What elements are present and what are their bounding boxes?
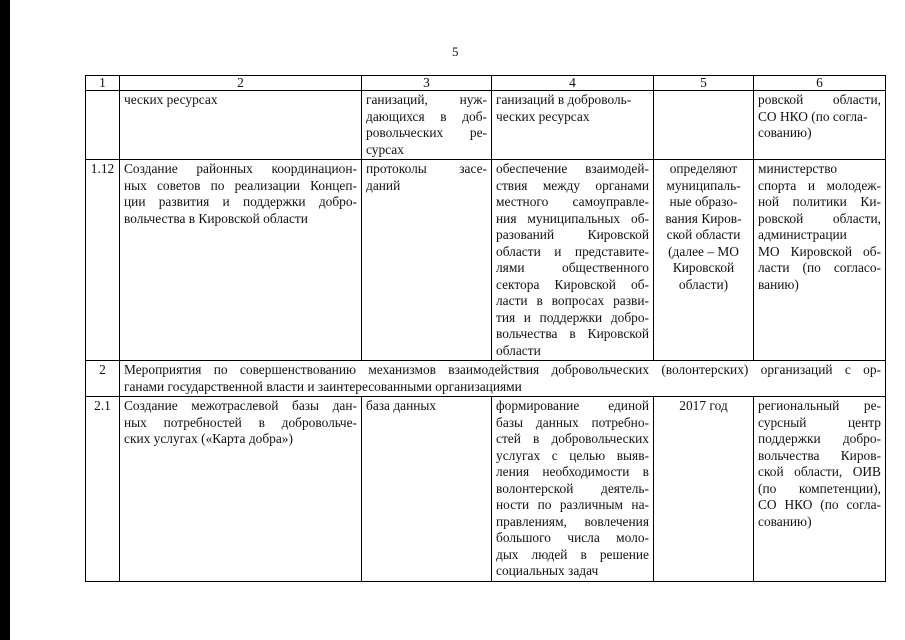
text-line: ской области <box>666 227 741 242</box>
term-cell <box>654 91 754 160</box>
text-line: дых людей в решение <box>496 546 649 562</box>
text-line: ровольческих ре- <box>366 125 487 140</box>
text-line: базы данных потребно- <box>496 414 649 430</box>
text-line: местного самоуправле- <box>496 194 649 209</box>
text-line: стей в добровольческих <box>496 431 649 446</box>
text-line: министерство <box>758 161 838 176</box>
goal-cell <box>492 397 654 582</box>
text-line: ствия между органами <box>496 177 649 193</box>
table-row-continuation <box>86 91 886 160</box>
table-row-1-12 <box>86 160 886 361</box>
text-line: ческих ресурсах <box>496 108 590 124</box>
result-cell <box>362 397 492 582</box>
text-line: Мероприятия по совершенствованию механизмов взаимодействия добровольческих (волонтерских) организаций с ор- <box>124 362 881 377</box>
text-line: СО НКО (по согла- <box>758 497 881 512</box>
text-line: волонтерской деятель- <box>496 480 649 496</box>
text-line: лями общественного <box>496 260 649 275</box>
scan-left-edge <box>0 0 10 640</box>
text-line: СО НКО (по согла- <box>758 108 868 124</box>
text-line: ные образо- <box>669 194 738 209</box>
text-line: дающихся в доб- <box>366 108 487 124</box>
text-line: региональный ре- <box>758 398 881 413</box>
section-heading <box>120 361 886 397</box>
text-line: ных потребностей в добровольче- <box>124 414 357 430</box>
text-line: ческих ресурсах <box>124 92 218 107</box>
header-cell: 1 <box>86 76 120 91</box>
responsible-cell <box>754 91 886 160</box>
responsible-cell <box>754 397 886 582</box>
text-line: ности по различным на- <box>496 497 649 512</box>
text-line: определяют <box>669 161 738 176</box>
goal-cell <box>492 160 654 361</box>
text-line: ганизаций, нуж- <box>366 92 487 107</box>
table-row-2-1 <box>86 397 886 582</box>
term-cell <box>654 160 754 361</box>
text-line: услугах с целью выяв- <box>496 447 649 463</box>
text-line: протоколы засе- <box>366 161 487 176</box>
text-line: ции развития и поддержки добро- <box>124 194 357 209</box>
text-line: обеспечение взаимодей- <box>496 161 649 176</box>
text-line: сектора Кировской об- <box>496 276 649 292</box>
activity-cell <box>120 91 362 160</box>
text-line: ных советов по реализации Концеп- <box>124 177 357 193</box>
text-line: сурсный центр <box>758 414 881 430</box>
text-line: ской области, ОИВ <box>758 464 881 479</box>
text-line: вания Киров- <box>665 210 742 226</box>
text-line: вольчества в Кировской области <box>124 210 308 226</box>
table-header-row <box>86 76 886 91</box>
term-cell <box>654 397 754 582</box>
text-line: ганами государственной власти и заинтересованными организациями <box>124 378 522 394</box>
text-line: области) <box>678 276 729 292</box>
text-line: Создание межотраслевой базы дан- <box>124 398 357 413</box>
text-line: даний <box>366 177 401 193</box>
text-line: ганизаций в доброволь- <box>496 92 632 107</box>
text-line: формирование единой <box>496 398 649 413</box>
text-line: ванию) <box>758 276 799 292</box>
text-line: разований Кировской <box>496 227 649 242</box>
text-line: база данных <box>366 398 437 413</box>
text-line: вольчества в Кировской <box>496 326 649 341</box>
text-line: ной политики Ки- <box>758 194 881 209</box>
text-line: тия и поддержки добро- <box>496 309 649 325</box>
activity-cell <box>120 160 362 361</box>
text-line: Кировской <box>672 260 735 275</box>
text-line: ских услугах («Карта добра») <box>124 431 293 446</box>
page-number: 5 <box>452 44 459 59</box>
header-cell: 5 <box>654 76 754 91</box>
text-line: (по компетенции), <box>758 480 881 496</box>
text-line: спорта и молодеж- <box>758 177 881 193</box>
text-line: муниципаль- <box>666 177 741 193</box>
row-number: 2.1 <box>86 397 120 582</box>
text-line: области и представите- <box>496 243 649 259</box>
text-line: социальных задач <box>496 563 599 578</box>
text-line: ления необходимости в <box>496 464 649 479</box>
text-line: вольчества Киров- <box>758 447 881 463</box>
header-cell: 4 <box>492 76 654 91</box>
text-line: сованию) <box>758 513 812 529</box>
table-row-section-2 <box>86 361 886 397</box>
text-line: ласти (по согласо- <box>758 260 881 275</box>
header-cell: 2 <box>120 76 362 91</box>
text-line: большого числа моло- <box>496 530 649 545</box>
header-cell: 3 <box>362 76 492 91</box>
text-line: области <box>496 342 541 358</box>
activity-cell <box>120 397 362 582</box>
text-line: ния муниципальных об- <box>496 210 649 226</box>
text-line: Создание районных координацион- <box>124 161 357 176</box>
text-line: 2017 год <box>679 398 728 413</box>
text-line: сованию) <box>758 125 812 140</box>
text-line: ласти в вопросах разви- <box>496 293 649 308</box>
header-cell: 6 <box>754 76 886 91</box>
goal-cell <box>492 91 654 160</box>
text-line: правлениям, вовлечения <box>496 513 649 529</box>
row-number <box>86 91 120 160</box>
result-cell <box>362 91 492 160</box>
responsible-cell <box>754 160 886 361</box>
text-line: сурсах <box>366 141 404 157</box>
activities-table <box>85 75 886 582</box>
text-line: администрации <box>758 227 847 242</box>
text-line: МО Кировской об- <box>758 243 881 259</box>
row-number: 1.12 <box>86 160 120 361</box>
section-number: 2 <box>86 361 120 397</box>
text-line: (далее – МО <box>668 243 739 259</box>
text-line: ровской области, <box>758 92 881 107</box>
text-line: ровской области, <box>758 210 881 226</box>
text-line: поддержки добро- <box>758 431 881 446</box>
result-cell <box>362 160 492 361</box>
